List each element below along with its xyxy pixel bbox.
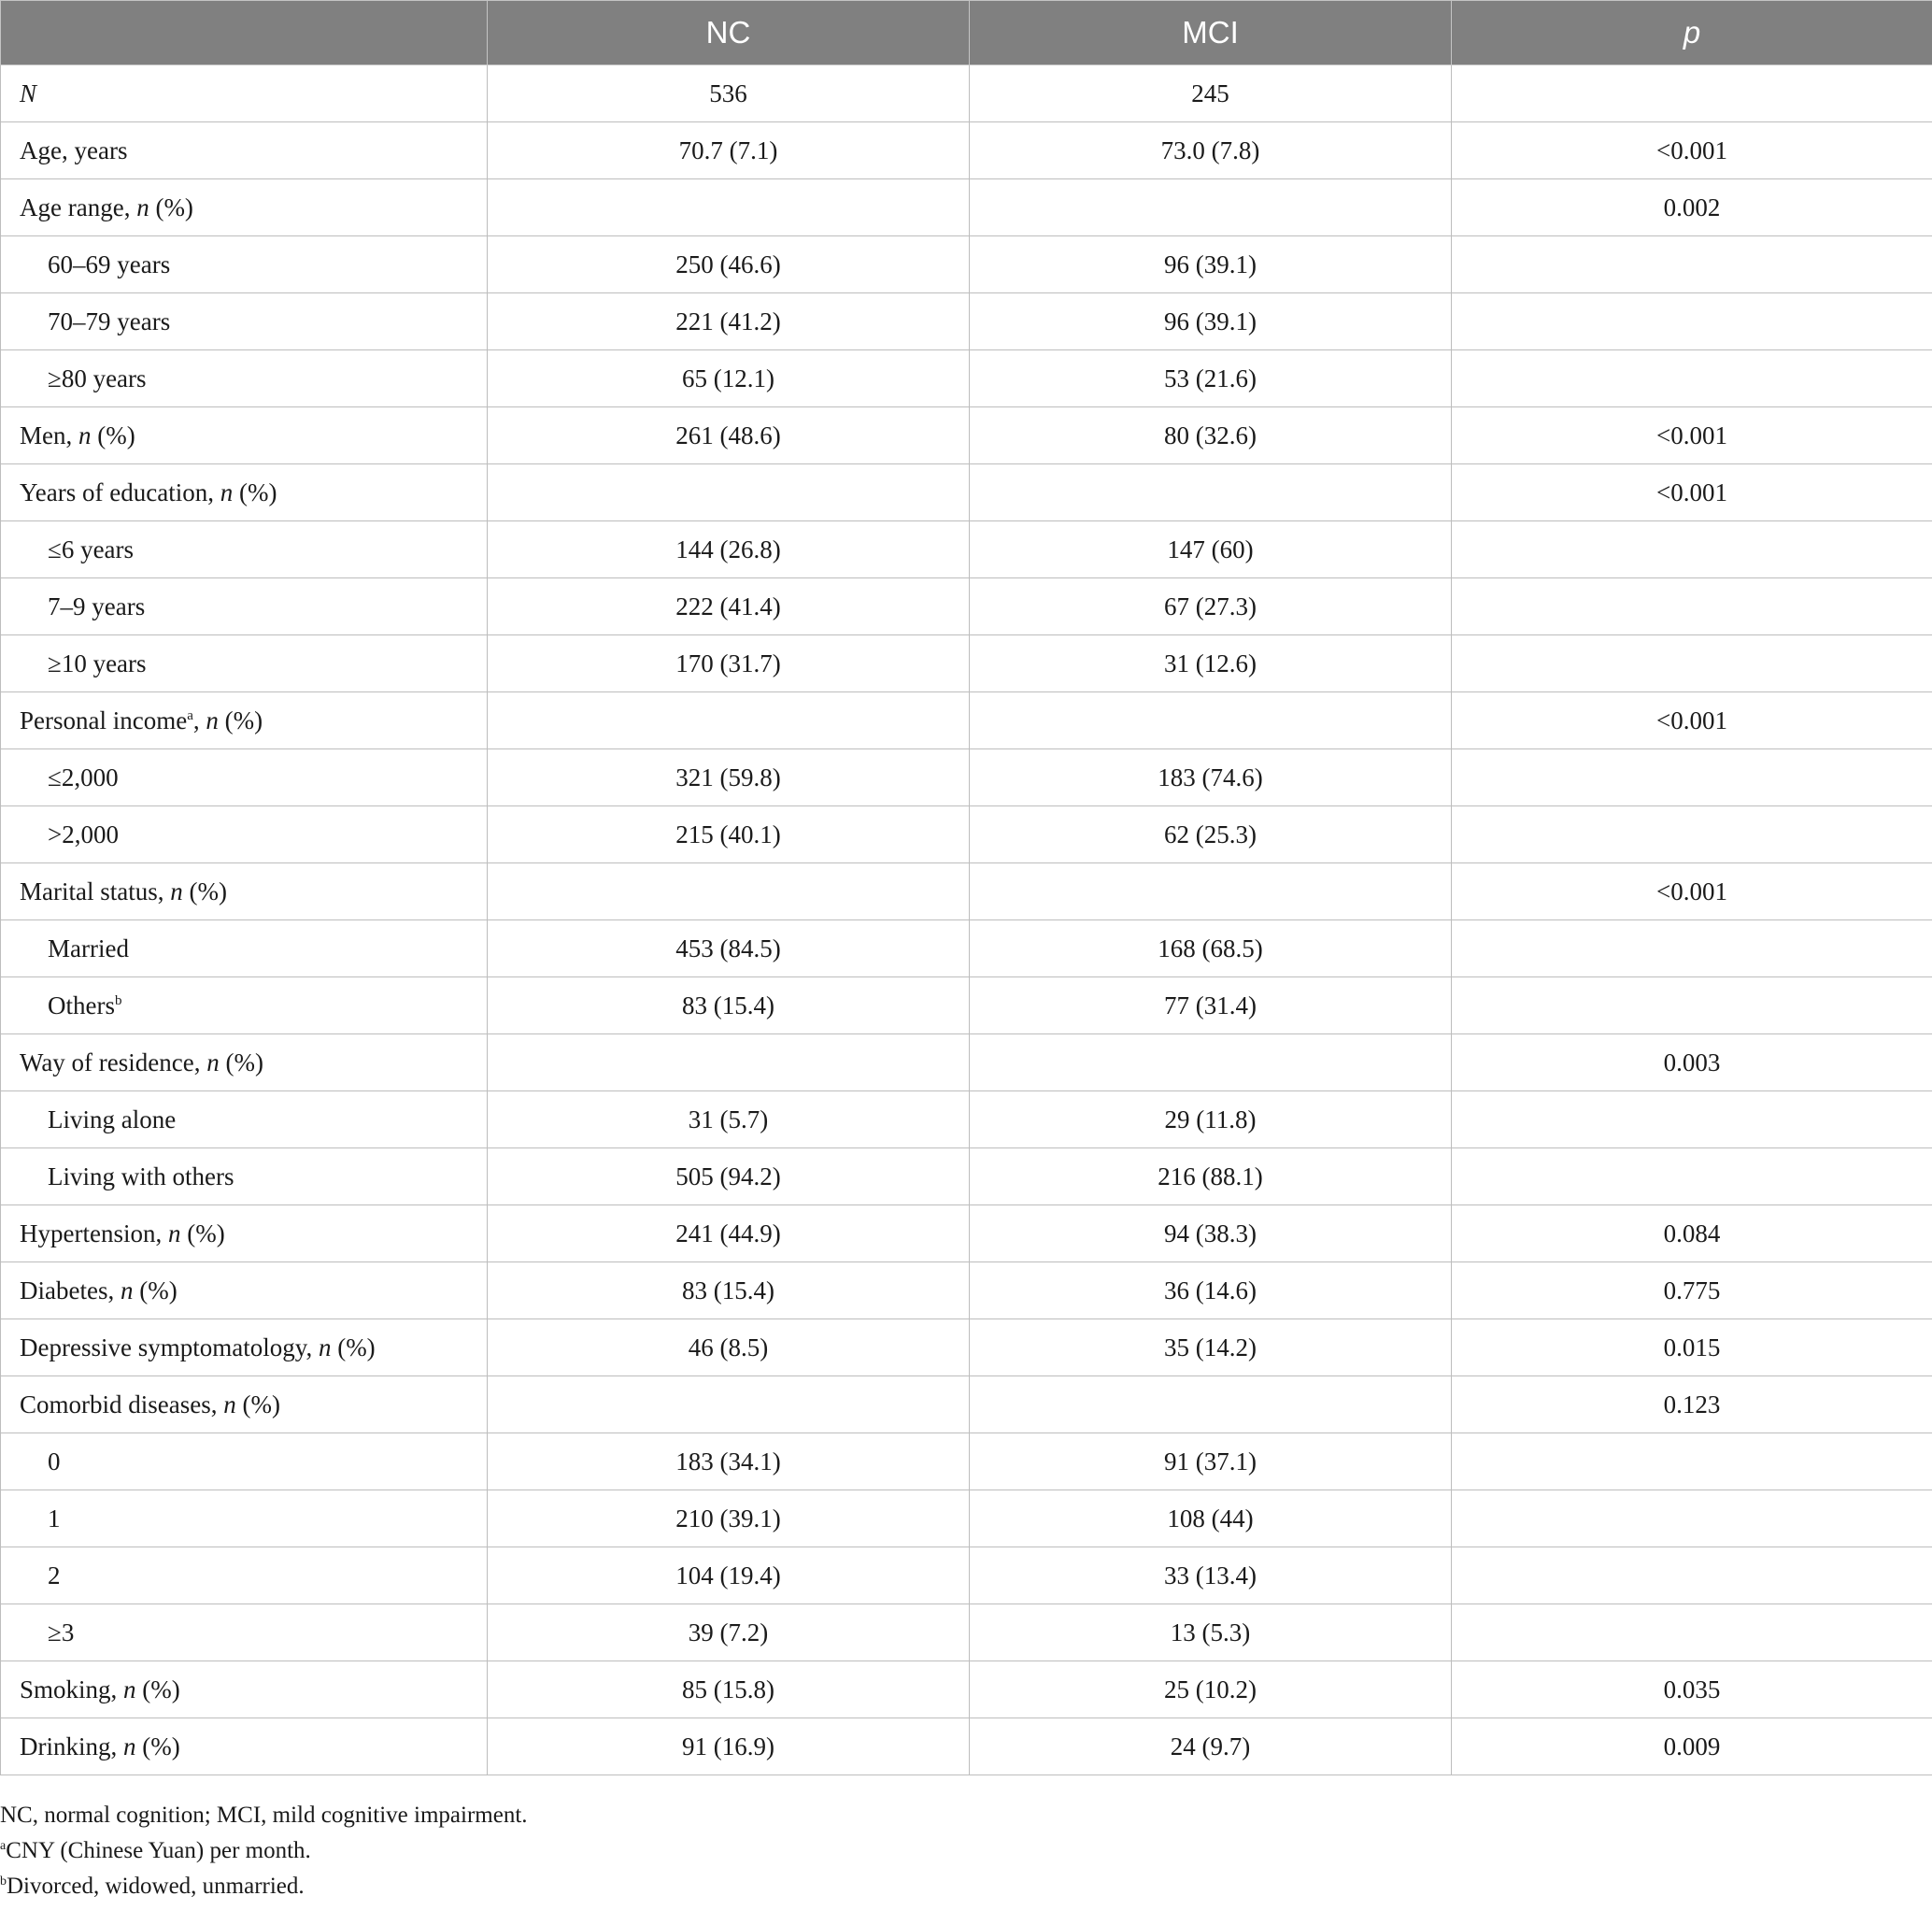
footnote-text: CNY (Chinese Yuan) per month. (6, 1838, 311, 1863)
row-label-cell (1, 1433, 488, 1490)
n-symbol: n (120, 1276, 134, 1304)
row-label: 7–9 years (48, 592, 146, 620)
mci-value-cell: 67 (27.3) (970, 578, 1452, 635)
n-symbol: n (78, 420, 92, 449)
table-row (1, 1547, 1932, 1604)
row-label: Comorbid diseases, (20, 1390, 224, 1418)
p-value-cell: 0.002 (1452, 179, 1932, 236)
p-value-cell: <0.001 (1452, 122, 1932, 179)
row-label: 1 (48, 1504, 61, 1532)
nc-value-cell (488, 863, 970, 920)
table-body (1, 65, 1932, 1775)
table-row (1, 1319, 1932, 1376)
footnote (0, 1798, 528, 1833)
mci-value-cell: 94 (38.3) (970, 1205, 1452, 1262)
nc-value-cell: 104 (19.4) (488, 1547, 970, 1604)
mci-value-cell: 35 (14.2) (970, 1319, 1452, 1376)
row-label: >2,000 (48, 820, 119, 848)
row-label-cell (1, 179, 488, 236)
mci-value-cell: 33 (13.4) (970, 1547, 1452, 1604)
row-label-cell (1, 977, 488, 1034)
mci-value-cell (970, 1034, 1452, 1091)
p-value-cell: 0.015 (1452, 1319, 1932, 1376)
p-value-cell (1452, 521, 1932, 578)
table-row (1, 1205, 1932, 1262)
row-label: 0 (48, 1447, 61, 1475)
percent-suffix: (%) (235, 1390, 280, 1418)
n-symbol: n (220, 478, 234, 506)
row-label-cell (1, 1091, 488, 1148)
nc-value-cell: 321 (59.8) (488, 749, 970, 806)
percent-suffix: (%) (135, 1732, 180, 1760)
row-label-cell (1, 1604, 488, 1661)
row-label: Men, (20, 420, 78, 449)
row-label-cell (1, 1205, 488, 1262)
nc-value-cell: 170 (31.7) (488, 635, 970, 692)
row-label: Hypertension, (20, 1219, 168, 1247)
n-symbol: n (123, 1675, 136, 1703)
table-row (1, 236, 1932, 293)
nc-value-cell: 505 (94.2) (488, 1148, 970, 1205)
header-p-column: p (1452, 1, 1932, 65)
table-row (1, 977, 1932, 1034)
mci-value-cell: 168 (68.5) (970, 920, 1452, 977)
row-label-cell (1, 293, 488, 350)
row-label: 2 (48, 1561, 61, 1589)
table-row (1, 692, 1932, 749)
table-row (1, 464, 1932, 521)
footnote-text: NC, normal cognition; MCI, mild cognitive impairment. (0, 1803, 528, 1828)
n-symbol: n (167, 1219, 181, 1247)
mci-value-cell: 216 (88.1) (970, 1148, 1452, 1205)
p-value-cell (1452, 635, 1932, 692)
n-symbol: n (318, 1333, 332, 1361)
p-value-cell: 0.123 (1452, 1376, 1932, 1433)
header-row (1, 1, 1932, 65)
row-label: Age, years (20, 135, 128, 164)
row-label-cell (1, 749, 488, 806)
row-label: N (20, 78, 37, 107)
mci-value-cell: 29 (11.8) (970, 1091, 1452, 1148)
percent-suffix: (%) (91, 420, 135, 449)
nc-value-cell: 70.7 (7.1) (488, 122, 970, 179)
nc-value-cell: 39 (7.2) (488, 1604, 970, 1661)
row-label: Diabetes, (20, 1276, 121, 1304)
row-label-cell (1, 236, 488, 293)
nc-value-cell: 83 (15.4) (488, 1262, 970, 1319)
mci-value-cell: 96 (39.1) (970, 236, 1452, 293)
mci-value-cell: 80 (32.6) (970, 407, 1452, 464)
table-row (1, 1091, 1932, 1148)
p-value-cell: <0.001 (1452, 863, 1932, 920)
n-symbol: n (136, 192, 149, 221)
table-row (1, 1604, 1932, 1661)
mci-value-cell (970, 179, 1452, 236)
row-label: Years of education, (20, 478, 220, 506)
footnote (0, 1869, 528, 1904)
row-label-cell (1, 1148, 488, 1205)
nc-value-cell: 536 (488, 65, 970, 122)
p-value-cell: 0.035 (1452, 1661, 1932, 1718)
percent-suffix: (%) (233, 478, 277, 506)
row-label-cell (1, 578, 488, 635)
header-label-column (1, 1, 488, 65)
row-label: Smoking, (20, 1675, 124, 1703)
mci-value-cell: 25 (10.2) (970, 1661, 1452, 1718)
p-value-cell (1452, 977, 1932, 1034)
row-label: ≤6 years (48, 535, 135, 563)
nc-value-cell: 215 (40.1) (488, 806, 970, 863)
p-value-cell (1452, 920, 1932, 977)
nc-value-cell (488, 179, 970, 236)
table-row (1, 1433, 1932, 1490)
table-header (1, 1, 1932, 65)
percent-suffix: (%) (180, 1219, 225, 1247)
row-label-cell (1, 65, 488, 122)
nc-value-cell: 241 (44.9) (488, 1205, 970, 1262)
row-label-cell (1, 692, 488, 749)
nc-value-cell: 31 (5.7) (488, 1091, 970, 1148)
p-value-cell (1452, 578, 1932, 635)
percent-suffix: (%) (182, 877, 227, 905)
nc-value-cell: 210 (39.1) (488, 1490, 970, 1547)
row-label-cell (1, 1661, 488, 1718)
row-label-cell (1, 464, 488, 521)
row-label-cell (1, 635, 488, 692)
row-label: Others (48, 991, 115, 1019)
p-value-cell: 0.084 (1452, 1205, 1932, 1262)
row-label-cell (1, 521, 488, 578)
p-value-cell (1452, 1148, 1932, 1205)
mci-value-cell: 245 (970, 65, 1452, 122)
row-label: ≥10 years (48, 649, 147, 677)
row-label: Way of residence, (20, 1048, 207, 1076)
mci-value-cell: 24 (9.7) (970, 1718, 1452, 1775)
table-row (1, 1034, 1932, 1091)
mci-value-cell (970, 692, 1452, 749)
table-row (1, 65, 1932, 122)
nc-value-cell (488, 1034, 970, 1091)
table-row (1, 407, 1932, 464)
footnote-mark: b (0, 1874, 7, 1889)
mci-value-cell: 53 (21.6) (970, 350, 1452, 407)
table-row (1, 1376, 1932, 1433)
row-label-cell (1, 1547, 488, 1604)
p-value-cell: <0.001 (1452, 464, 1932, 521)
p-value-cell: <0.001 (1452, 407, 1932, 464)
row-label-cell (1, 407, 488, 464)
nc-value-cell (488, 1376, 970, 1433)
row-label: Personal income (20, 706, 188, 734)
nc-value-cell: 261 (48.6) (488, 407, 970, 464)
n-symbol: n (123, 1732, 136, 1760)
footnote-marker: a (187, 707, 193, 723)
mci-value-cell: 73.0 (7.8) (970, 122, 1452, 179)
percent-suffix: (%) (149, 192, 193, 221)
nc-value-cell: 221 (41.2) (488, 293, 970, 350)
row-label-cell (1, 1490, 488, 1547)
row-label: Age range, (20, 192, 137, 221)
row-label: Married (48, 934, 129, 962)
row-label: ≥3 (48, 1618, 75, 1646)
nc-value-cell: 250 (46.6) (488, 236, 970, 293)
row-label-cell (1, 863, 488, 920)
mci-value-cell: 62 (25.3) (970, 806, 1452, 863)
table-row (1, 1718, 1932, 1775)
table-row (1, 1262, 1932, 1319)
nc-value-cell: 85 (15.8) (488, 1661, 970, 1718)
mci-value-cell: 183 (74.6) (970, 749, 1452, 806)
p-value-cell (1452, 1433, 1932, 1490)
percent-suffix: (%) (135, 1675, 180, 1703)
row-label-cell (1, 1376, 488, 1433)
table-row (1, 122, 1932, 179)
mci-value-cell: 13 (5.3) (970, 1604, 1452, 1661)
nc-value-cell (488, 692, 970, 749)
n-symbol: n (223, 1390, 236, 1418)
p-value-cell (1452, 1490, 1932, 1547)
row-label: 70–79 years (48, 306, 171, 335)
p-value-cell: 0.009 (1452, 1718, 1932, 1775)
row-label-cell (1, 122, 488, 179)
mci-value-cell (970, 1376, 1452, 1433)
mci-value-cell: 108 (44) (970, 1490, 1452, 1547)
p-value-cell: 0.003 (1452, 1034, 1932, 1091)
row-label-cell (1, 806, 488, 863)
table-row (1, 863, 1932, 920)
mci-value-cell (970, 863, 1452, 920)
row-label-cell (1, 1718, 488, 1775)
n-symbol: n (206, 706, 219, 734)
nc-value-cell: 91 (16.9) (488, 1718, 970, 1775)
nc-value-cell: 46 (8.5) (488, 1319, 970, 1376)
nc-value-cell: 144 (26.8) (488, 521, 970, 578)
n-symbol: n (206, 1048, 220, 1076)
mci-value-cell: 147 (60) (970, 521, 1452, 578)
p-value-cell: 0.775 (1452, 1262, 1932, 1319)
table-row (1, 1148, 1932, 1205)
footnote-marker: b (114, 992, 122, 1008)
nc-value-cell: 222 (41.4) (488, 578, 970, 635)
table-footnotes (0, 1798, 528, 1904)
p-value-cell (1452, 806, 1932, 863)
percent-suffix: (%) (218, 706, 263, 734)
p-value-cell (1452, 1604, 1932, 1661)
row-label-cell (1, 920, 488, 977)
table-row (1, 578, 1932, 635)
row-label-cell (1, 1319, 488, 1376)
table-row (1, 806, 1932, 863)
table-row (1, 1661, 1932, 1718)
row-label: ≥80 years (48, 363, 147, 392)
p-value-cell (1452, 65, 1932, 122)
mci-value-cell: 96 (39.1) (970, 293, 1452, 350)
mci-value-cell: 77 (31.4) (970, 977, 1452, 1034)
mci-value-cell: 91 (37.1) (970, 1433, 1452, 1490)
table-row (1, 749, 1932, 806)
row-label: ≤2,000 (48, 763, 119, 791)
table-row (1, 179, 1932, 236)
footnote-mark: a (0, 1839, 7, 1853)
row-label-cell (1, 1034, 488, 1091)
mci-value-cell: 31 (12.6) (970, 635, 1452, 692)
nc-value-cell: 453 (84.5) (488, 920, 970, 977)
nc-value-cell: 65 (12.1) (488, 350, 970, 407)
n-symbol: n (170, 877, 183, 905)
row-label-cell (1, 1262, 488, 1319)
mci-value-cell (970, 464, 1452, 521)
p-value-cell (1452, 236, 1932, 293)
row-label: Depressive symptomatology, (20, 1333, 319, 1361)
row-label-cell (1, 350, 488, 407)
p-value-cell (1452, 1091, 1932, 1148)
row-label: 60–69 years (48, 249, 171, 278)
row-label: Marital status, (20, 877, 171, 905)
p-value-cell (1452, 350, 1932, 407)
mci-value-cell: 36 (14.6) (970, 1262, 1452, 1319)
table-row (1, 293, 1932, 350)
nc-value-cell: 83 (15.4) (488, 977, 970, 1034)
table-row (1, 635, 1932, 692)
table-row (1, 521, 1932, 578)
footnote-text: Divorced, widowed, unmarried. (7, 1874, 305, 1899)
label-separator: , (192, 706, 206, 734)
p-value-cell (1452, 749, 1932, 806)
p-value-cell (1452, 1547, 1932, 1604)
percent-suffix: (%) (331, 1333, 376, 1361)
nc-value-cell (488, 464, 970, 521)
table-row (1, 350, 1932, 407)
nc-value-cell: 183 (34.1) (488, 1433, 970, 1490)
header-nc-column: NC (488, 1, 970, 65)
table-row (1, 1490, 1932, 1547)
p-value-cell: <0.001 (1452, 692, 1932, 749)
table-row (1, 920, 1932, 977)
header-mci-column: MCI (970, 1, 1452, 65)
row-label: Drinking, (20, 1732, 123, 1760)
percent-suffix: (%) (133, 1276, 178, 1304)
row-label: Living with others (48, 1162, 234, 1190)
row-label: Living alone (48, 1105, 177, 1133)
footnote (0, 1833, 528, 1869)
p-value-cell (1452, 293, 1932, 350)
percent-suffix: (%) (219, 1048, 263, 1076)
